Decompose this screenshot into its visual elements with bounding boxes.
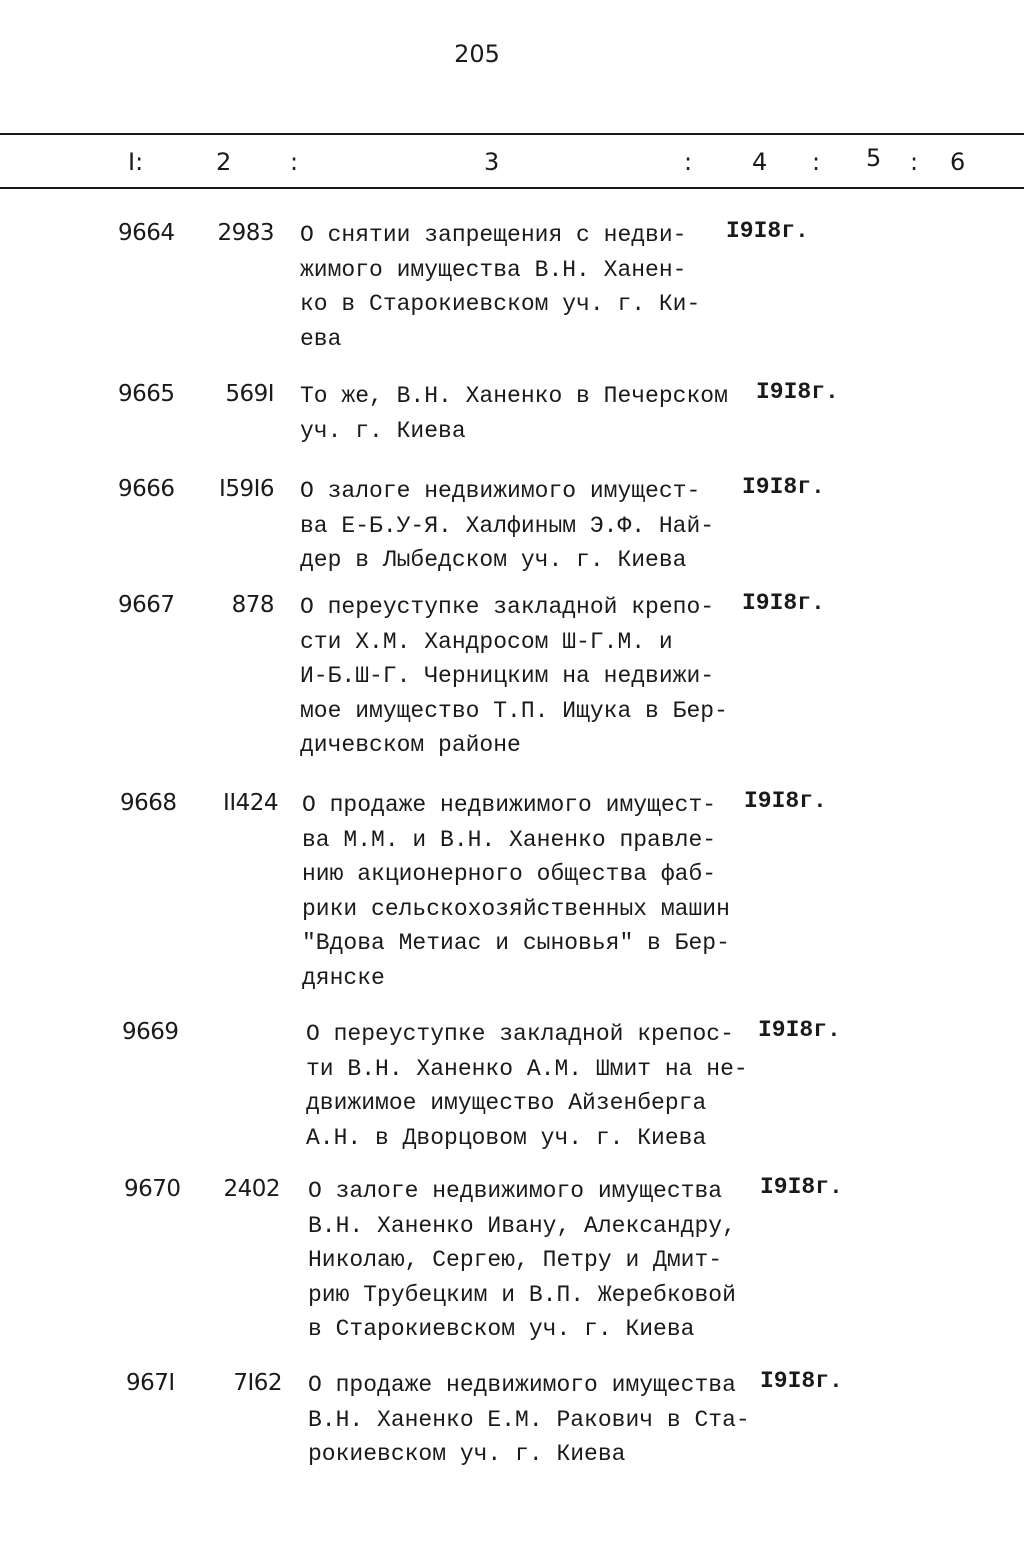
description-line: рию Трубецким и В.П. Жеребковой bbox=[308, 1281, 736, 1308]
entry-year: I9I8г. bbox=[742, 590, 825, 616]
header-bottom-rule bbox=[0, 187, 1024, 189]
description-line: А.Н. в Дворцовом уч. г. Киева bbox=[306, 1124, 707, 1151]
entry-year: I9I8г. bbox=[742, 474, 825, 500]
description-line: ва М.М. и В.Н. Ханенко правле- bbox=[302, 826, 717, 853]
description-line: О продаже недвижимого имущества bbox=[308, 1372, 736, 1398]
description-line: То же, В.Н. Ханенко в Печерском bbox=[300, 383, 728, 409]
description-line: уч. г. Киева bbox=[300, 417, 466, 444]
entry-description bbox=[308, 1174, 768, 1347]
entry-description bbox=[308, 1368, 768, 1472]
description-line: ева bbox=[300, 325, 342, 352]
description-line: нию акционерного общества фаб- bbox=[302, 861, 717, 887]
header-separator: : bbox=[684, 148, 693, 176]
description-line: В.Н. Ханенко Ивану, Александру, bbox=[308, 1212, 736, 1239]
description-line: ти В.Н. Ханенко А.М. Шмит на не- bbox=[306, 1055, 748, 1082]
description-line: В.Н. Ханенко Е.М. Ракович в Ста- bbox=[308, 1406, 750, 1433]
description-line: "Вдова Метиас и сыновья" в Бер- bbox=[302, 930, 730, 956]
header-col-1: I: bbox=[128, 148, 144, 176]
header-separator: : bbox=[812, 148, 821, 176]
description-line: О переуступке закладной крепос- bbox=[306, 1021, 734, 1047]
entry-code: 2402 bbox=[223, 1176, 280, 1202]
description-line: О переуступке закладной крепо- bbox=[300, 594, 715, 620]
description-line: рокиевском уч. г. Киева bbox=[308, 1441, 626, 1467]
entry-year: I9I8г. bbox=[726, 218, 809, 244]
description-line: дянске bbox=[302, 964, 385, 991]
entry-code: II424 bbox=[223, 790, 278, 816]
description-line: рики сельскохозяйственных машин bbox=[302, 895, 730, 922]
entry-year: I9I8г. bbox=[756, 379, 839, 405]
entry-description bbox=[300, 379, 760, 448]
description-line: жимого имущества В.Н. Ханен- bbox=[300, 256, 687, 283]
description-line: ва Е-Б.У-Я. Халфиным Э.Ф. Най- bbox=[300, 512, 715, 539]
description-line: О залоге недвижимого имущества bbox=[308, 1178, 723, 1204]
entry-number: 9670 bbox=[124, 1176, 181, 1202]
header-separator: : bbox=[910, 148, 919, 176]
entry-number: 9665 bbox=[118, 381, 175, 407]
entry-description bbox=[302, 788, 762, 995]
entry-year: I9I8г. bbox=[758, 1017, 841, 1043]
description-line: ко в Старокиевском уч. г. Ки- bbox=[300, 291, 701, 317]
description-line: сти Х.М. Хандросом Ш-Г.М. и bbox=[300, 628, 673, 655]
description-line: дер в Лыбедском уч. г. Киева bbox=[300, 547, 687, 573]
entry-code: 7I62 bbox=[233, 1370, 282, 1396]
entry-code: 2983 bbox=[217, 220, 274, 246]
entry-number: 967I bbox=[126, 1370, 175, 1396]
description-line: движимое имущество Айзенберга bbox=[306, 1090, 707, 1116]
entry-code: I59I6 bbox=[219, 476, 274, 502]
entry-year: I9I8г. bbox=[760, 1174, 843, 1200]
header-top-rule bbox=[0, 133, 1024, 135]
entry-number: 9667 bbox=[118, 592, 175, 618]
header-col-5: 5 bbox=[866, 144, 882, 172]
entry-description bbox=[306, 1017, 766, 1155]
entry-description bbox=[300, 474, 760, 578]
description-line: О залоге недвижимого имущест- bbox=[300, 478, 701, 504]
header-col-6: 6 bbox=[950, 148, 966, 176]
description-line: в Старокиевском уч. г. Киева bbox=[308, 1316, 695, 1342]
description-line: И-Б.Ш-Г. Черницким на недвижи- bbox=[300, 663, 715, 689]
entry-code: 878 bbox=[231, 592, 274, 618]
entry-year: I9I8г. bbox=[760, 1368, 843, 1394]
entry-year: I9I8г. bbox=[744, 788, 827, 814]
description-line: мое имущество Т.П. Ищука в Бер- bbox=[300, 697, 728, 724]
entry-description bbox=[300, 590, 760, 763]
entry-number: 9668 bbox=[120, 790, 177, 816]
header-separator: : bbox=[290, 148, 299, 176]
header-col-4: 4 bbox=[752, 148, 768, 176]
entry-code: 569I bbox=[225, 381, 274, 407]
description-line: дичевском районе bbox=[300, 732, 521, 758]
page-number: 205 bbox=[454, 40, 500, 68]
entry-number: 9664 bbox=[118, 220, 175, 246]
header-col-2: 2 bbox=[216, 148, 232, 176]
entry-number: 9669 bbox=[122, 1019, 179, 1045]
description-line: О продаже недвижимого имущест- bbox=[302, 792, 717, 818]
header-col-3: 3 bbox=[484, 148, 500, 176]
entry-number: 9666 bbox=[118, 476, 175, 502]
description-line: Николаю, Сергею, Петру и Дмит- bbox=[308, 1247, 723, 1273]
entry-description bbox=[300, 218, 760, 356]
description-line: О снятии запрещения с недви- bbox=[300, 222, 687, 248]
